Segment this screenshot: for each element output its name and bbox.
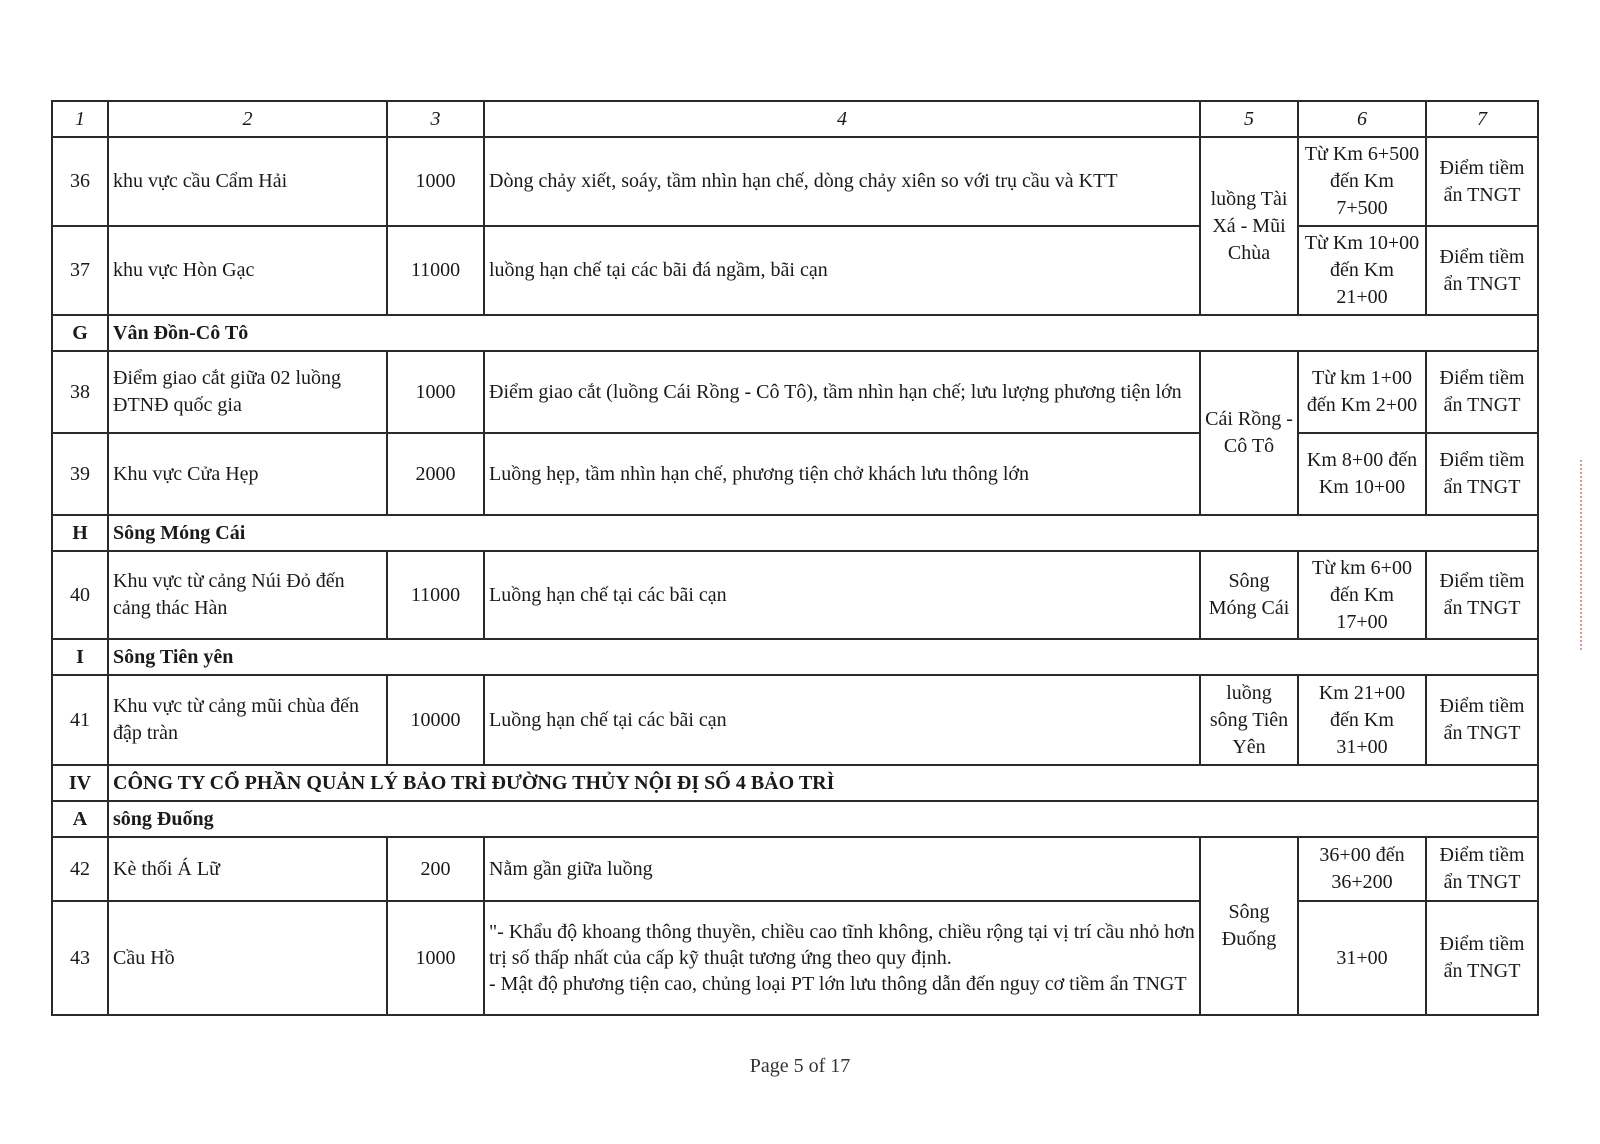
section-row: [52, 639, 1538, 675]
hazard-description: Luồng hạn chế tại các bãi cạn: [484, 551, 1200, 639]
section-title: sông Đuống: [108, 801, 1538, 837]
location-name: Cầu Hồ: [108, 901, 387, 1015]
km-range: Từ Km 6+500 đến Km 7+500: [1298, 137, 1426, 226]
row-number: 38: [52, 351, 108, 433]
table-row: [52, 675, 1538, 765]
hazard-description: luồng hạn chế tại các bãi đá ngầm, bãi cạn: [484, 226, 1200, 315]
length-value: 11000: [387, 226, 484, 315]
table-row: [52, 433, 1538, 515]
hazard-note: Điểm tiềm ẩn TNGT: [1426, 837, 1538, 901]
hazard-description: Luồng hạn chế tại các bãi cạn: [484, 675, 1200, 765]
route-name: luồng sông Tiên Yên: [1200, 675, 1298, 765]
hazard-note: Điểm tiềm ẩn TNGT: [1426, 433, 1538, 515]
route-name: Cái Rồng - Cô Tô: [1200, 351, 1298, 515]
hazard-description: Dòng chảy xiết, soáy, tầm nhìn hạn chế, dòng chảy xiên so với trụ cầu và KTT: [484, 137, 1200, 226]
location-name: khu vực cầu Cẩm Hải: [108, 137, 387, 226]
hazard-note: Điểm tiềm ẩn TNGT: [1426, 551, 1538, 639]
route-name: Sông Đuống: [1200, 837, 1298, 1015]
section-title: Sông Tiên yên: [108, 639, 1538, 675]
header-col-2: 2: [108, 101, 387, 137]
route-name: luồng Tài Xá - Mũi Chùa: [1200, 137, 1298, 315]
hazard-description: "- Khẩu độ khoang thông thuyền, chiều cao tĩnh không, chiều rộng tại vị trí cầu nhỏ hơn trị số thấp nhất của cấp kỹ thuật tương ứng theo quy định. - Mật độ phương tiện cao, chủng loại PT lớn lưu thông dẫn đến nguy cơ tiềm ẩn TNGT: [484, 901, 1200, 1015]
header-col-1: 1: [52, 101, 108, 137]
section-label: IV: [52, 765, 108, 801]
km-range: Từ Km 10+00 đến Km 21+00: [1298, 226, 1426, 315]
section-label: A: [52, 801, 108, 837]
km-range: Từ km 1+00 đến Km 2+00: [1298, 351, 1426, 433]
header-col-3: 3: [387, 101, 484, 137]
header-col-7: 7: [1426, 101, 1538, 137]
length-value: 10000: [387, 675, 484, 765]
row-number: 37: [52, 226, 108, 315]
table-row: [52, 351, 1538, 433]
km-range: Km 21+00 đến Km 31+00: [1298, 675, 1426, 765]
page-footer: Page 5 of 17: [749, 1055, 851, 1077]
location-name: Khu vực Cửa Hẹp: [108, 433, 387, 515]
header-row: [52, 101, 1538, 137]
section-row: [52, 515, 1538, 551]
row-number: 42: [52, 837, 108, 901]
row-number: 36: [52, 137, 108, 226]
location-name: khu vực Hòn Gạc: [108, 226, 387, 315]
length-value: 2000: [387, 433, 484, 515]
row-number: 43: [52, 901, 108, 1015]
hazard-note: Điểm tiềm ẩn TNGT: [1426, 137, 1538, 226]
length-value: 1000: [387, 901, 484, 1015]
location-name: Khu vực từ cảng mũi chùa đến đập tràn: [108, 675, 387, 765]
hazard-note: Điểm tiềm ẩn TNGT: [1426, 226, 1538, 315]
route-name: Sông Móng Cái: [1200, 551, 1298, 639]
section-row: [52, 765, 1538, 801]
hazard-note: Điểm tiềm ẩn TNGT: [1426, 675, 1538, 765]
hazard-description: Luồng hẹp, tầm nhìn hạn chế, phương tiện chở khách lưu thông lớn: [484, 433, 1200, 515]
location-name: Kè thối Á Lữ: [108, 837, 387, 901]
section-label: H: [52, 515, 108, 551]
table-row: [52, 137, 1538, 226]
km-range: Từ km 6+00 đến Km 17+00: [1298, 551, 1426, 639]
hazard-note: Điểm tiềm ẩn TNGT: [1426, 351, 1538, 433]
hazard-description: Nằm gần giữa luồng: [484, 837, 1200, 901]
table-row: [52, 837, 1538, 901]
section-title: CÔNG TY CỔ PHẦN QUẢN LÝ BẢO TRÌ ĐƯỜNG THỦY NỘI ĐỊ SỐ 4 BẢO TRÌ: [108, 765, 1538, 801]
header-col-5: 5: [1200, 101, 1298, 137]
location-name: Khu vực từ cảng Núi Đỏ đến cảng thác Hàn: [108, 551, 387, 639]
section-label: G: [52, 315, 108, 351]
section-row: [52, 801, 1538, 837]
table-row: [52, 901, 1538, 1015]
table-row: [52, 551, 1538, 639]
length-value: 1000: [387, 137, 484, 226]
section-label: I: [52, 639, 108, 675]
km-range: 31+00: [1298, 901, 1426, 1015]
row-number: 39: [52, 433, 108, 515]
km-range: 36+00 đến 36+200: [1298, 837, 1426, 901]
location-name: Điểm giao cắt giữa 02 luồng ĐTNĐ quốc gia: [108, 351, 387, 433]
waterway-hazard-table: [51, 100, 1539, 1016]
header-col-4: 4: [484, 101, 1200, 137]
row-number: 40: [52, 551, 108, 639]
section-title: Sông Móng Cái: [108, 515, 1538, 551]
stamp-mark: [1580, 460, 1590, 650]
hazard-note: Điểm tiềm ẩn TNGT: [1426, 901, 1538, 1015]
length-value: 200: [387, 837, 484, 901]
km-range: Km 8+00 đến Km 10+00: [1298, 433, 1426, 515]
length-value: 11000: [387, 551, 484, 639]
header-col-6: 6: [1298, 101, 1426, 137]
row-number: 41: [52, 675, 108, 765]
length-value: 1000: [387, 351, 484, 433]
section-row: [52, 315, 1538, 351]
table-row: [52, 226, 1538, 315]
hazard-description: Điểm giao cắt (luồng Cái Rồng - Cô Tô), tầm nhìn hạn chế; lưu lượng phương tiện lớn: [484, 351, 1200, 433]
section-title: Vân Đồn-Cô Tô: [108, 315, 1538, 351]
